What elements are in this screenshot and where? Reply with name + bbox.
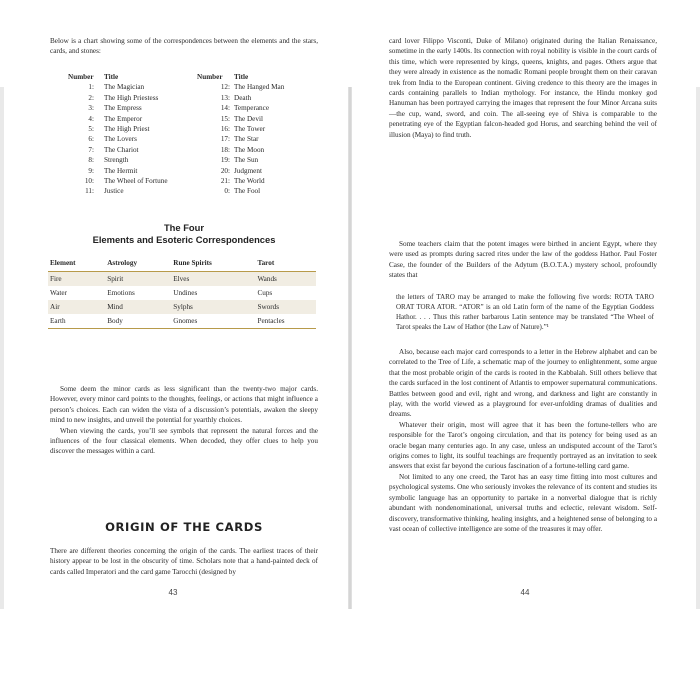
card-title: The Chariot	[104, 145, 139, 154]
card-number: 20:	[220, 166, 230, 175]
card-title: Strength	[104, 156, 129, 165]
right-paragraph-3-block	[389, 347, 657, 534]
card-number: 15:	[220, 114, 230, 123]
card-title: The High Priest	[104, 124, 150, 133]
table-row	[48, 286, 316, 300]
card-title: Death	[234, 93, 252, 102]
visconti-paragraph: card lover Filippo Visconti, Duke of Milano) originated during the Italian Renaissance, sometime in the early 1400s. Its connection with royal nobility is visible in the court cards of this time, which were represented by kings, queens, knights, and pages. Others argue that they were already in existence as the nomadic Romani people brought them on their caravan trek from India to the European continent. Giving credence to this theory are the images in cards containing parallels to Indian mythology. For instance, the Hindu monkey god Hanuman has been portrayed carrying the images that represent the four Minor Arcana suits—the cup, wand, sword, and coin. The all-seeing eye of Shiva is comparable to the penetrating eye of the Egyptian falcon-headed god Horus, and searching behind the veil of illusion (Maya) to find truth.	[389, 37, 657, 139]
card-number: 19:	[220, 156, 230, 165]
elements-section-title	[50, 222, 318, 246]
card-title: The Star	[234, 135, 259, 144]
card-number: 2:	[88, 93, 94, 102]
egypt-paragraph: Some teachers claim that the potent images were birthed in ancient Egypt, where they were used as prompts during sacred rites under the law of the goddess Hathor. Paul Foster Case, the founder of the Builders of the Adytum (B.O.T.A.) mystery school, profoundly states that	[389, 240, 657, 280]
table-row	[48, 314, 316, 329]
table-cell: Mind	[105, 300, 171, 314]
correspondence-row	[62, 103, 312, 113]
card-title: The Lovers	[104, 135, 137, 144]
card-title: The Fool	[234, 187, 261, 196]
intro-paragraph	[50, 36, 318, 57]
symbols-paragraph: When viewing the cards, you’ll see symbols that represent the natural forces and the influences of the four classical elements. When decoded, they offer clues to help you discover the messages within a card.	[50, 426, 318, 456]
card-title: The Emperor	[104, 114, 143, 123]
origin-heading: ORIGIN OF THE CARDS	[105, 520, 263, 534]
card-number: 9:	[88, 166, 94, 175]
page-number-left: 43	[168, 588, 178, 597]
quote-text: the letters of TARO may be arranged to make the following five words: ROTA TARO ORAT TORA ATOR. “ATOR” is an old Latin form of the name of the Egyptian Goddess Hathor. . . . Thus this rather barbarous Latin sentence may be translated “The Wheel of Tarot speaks the Law of Hathor (the Law of Nature).”¹	[396, 293, 654, 331]
origin-section	[50, 546, 318, 577]
card-title: The Tower	[234, 124, 266, 133]
block-quote	[396, 292, 654, 332]
correspondence-row	[62, 134, 312, 144]
table-cell: Cups	[257, 289, 273, 297]
card-number: 14:	[220, 104, 230, 113]
correspondence-row	[62, 186, 312, 196]
card-number: 1:	[88, 83, 94, 92]
header-title-1: Title	[104, 73, 119, 81]
correspondence-row	[62, 155, 312, 165]
correspondence-header	[62, 72, 312, 82]
intro-text: Below is a chart showing some of the correspondences between the elements and the stars, cards, and stones:	[50, 37, 318, 56]
page-edge-right	[696, 87, 700, 609]
card-number: 4:	[88, 114, 94, 123]
correspondence-row	[62, 176, 312, 186]
header-tarot: Tarot	[255, 256, 316, 272]
table-cell: Pentacles	[255, 314, 316, 329]
elements-table	[48, 256, 316, 329]
card-title: The Magician	[104, 83, 145, 92]
elements-table-header	[48, 256, 316, 272]
card-number: 18:	[220, 145, 230, 154]
creed-paragraph: Not limited to any one creed, the Tarot has an easy time fitting into most cultures and psychological systems. One who seriously invokes the relevance of its content and studies its symbolic language has an opportunity to partake in a nonverbal dialogue that is richly abundant with nondenominational, universal truths and eclectic, relevant wisdom. Self-discovery, transformative thinking, healing insights, and a heightened sense of belonging to a vast ocean of collective intelligence are some of the treasures it may offer.	[389, 472, 658, 533]
elements-title-line1: The Four	[163, 222, 205, 233]
card-title: The Devil	[234, 114, 263, 123]
header-number-2: Number	[197, 73, 223, 81]
card-title: The Wheel of Fortune	[104, 176, 168, 185]
table-cell: Body	[105, 314, 171, 329]
card-number: 16:	[220, 124, 230, 133]
card-number: 13:	[220, 93, 230, 102]
card-title: The High Priestess	[104, 93, 159, 102]
table-cell: Emotions	[107, 289, 135, 297]
card-title: Justice	[104, 187, 124, 196]
card-number: 8:	[88, 156, 94, 165]
card-number: 0:	[224, 187, 230, 196]
card-number: 17:	[220, 135, 230, 144]
table-cell: Fire	[48, 272, 105, 287]
table-cell: Water	[50, 289, 67, 297]
right-paragraph-2-block	[389, 239, 657, 281]
card-title: The Sun	[234, 156, 259, 165]
table-row	[48, 300, 316, 314]
table-cell: Earth	[48, 314, 105, 329]
card-number: 12:	[220, 83, 230, 92]
header-rune-spirits: Rune Spirits	[171, 256, 255, 272]
header-element: Element	[48, 256, 105, 272]
header-number-1: Number	[68, 73, 94, 81]
page-number-right: 44	[520, 588, 530, 597]
table-cell: Swords	[255, 300, 316, 314]
table-cell: Spirit	[105, 272, 171, 287]
card-title: The Moon	[234, 145, 265, 154]
table-cell: Elves	[171, 272, 255, 287]
card-number: 10:	[84, 176, 94, 185]
card-title: Temperance	[234, 104, 270, 113]
table-cell: Gnomes	[171, 314, 255, 329]
correspondence-row	[62, 145, 312, 155]
correspondence-row	[62, 82, 312, 92]
minor-cards-paragraph: Some deem the minor cards as less significant than the twenty-two major cards. However, every minor card points to the thoughts, feelings, or actions that might influence a person’s choices. Each can widen the vista of a discussion’s potentials, awaken the sleepy mind to new insights, and unveil the potential for yearthly choices.	[50, 385, 318, 425]
elements-title-line2: Elements and Esoteric Correspondences	[92, 234, 276, 245]
card-title: The Hanged Man	[234, 83, 285, 92]
kabbalah-paragraph: Also, because each major card corresponds to a letter in the Hebrew alphabet and can be correlated to the Tree of Life, a schematic map of the journey to enlightenment, some argue that the most probable origin of the cards is rooted in the Kabbalah. Still others believe that the cards surfaced in the lost continent of Atlantis to empower supernatural communications. Battles between good and evil, right and wrong, and darkness and light are constantly in play, with the world viewed as a playground for ever-unfolding dramas of dualities and dreams.	[389, 348, 657, 419]
header-title-2: Title	[234, 73, 249, 81]
card-number: 11:	[85, 187, 94, 196]
table-cell: Air	[48, 300, 105, 314]
table-cell: Sylphs	[171, 300, 255, 314]
table-row	[48, 272, 316, 287]
correspondence-row	[62, 93, 312, 103]
correspondence-table	[62, 72, 312, 197]
minor-cards-section	[50, 384, 318, 457]
card-number: 21:	[220, 176, 230, 185]
right-paragraph-1-block	[389, 36, 657, 140]
card-number: 5:	[88, 124, 94, 133]
card-number: 3:	[88, 104, 94, 113]
card-title: Judgment	[234, 166, 262, 175]
card-number: 7:	[88, 145, 94, 154]
card-title: The Empress	[104, 104, 142, 113]
origin-agreement-paragraph: Whatever their origin, most will agree that it has been the fortune-tellers who are responsible for the Tarot’s ongoing circulation, and that its potency for being used as an oracle began many centuries ago. In any case, unless an undisputed account of the Tarot’s origins comes to light, its soulful teachings are frequently portrayed as an invitation to seek answers that exist far beyond the curious fascination of a fortune-telling card game.	[389, 420, 657, 471]
correspondence-row	[62, 124, 312, 134]
table-cell: Wands	[255, 272, 316, 287]
card-title: The Hermit	[104, 166, 138, 175]
correspondence-row	[62, 114, 312, 124]
correspondence-row	[62, 166, 312, 176]
card-number: 6:	[88, 135, 94, 144]
card-title: The World	[234, 176, 265, 185]
table-cell: Undines	[173, 289, 198, 297]
origin-paragraph: There are different theories concerning the origin of the cards. The earliest traces of their history appear to be lost in the obscurity of time. Scholars note that a hand-painted deck of cards called Imperatori and the card game Tarocchi (designed by	[50, 547, 318, 576]
header-astrology: Astrology	[105, 256, 171, 272]
